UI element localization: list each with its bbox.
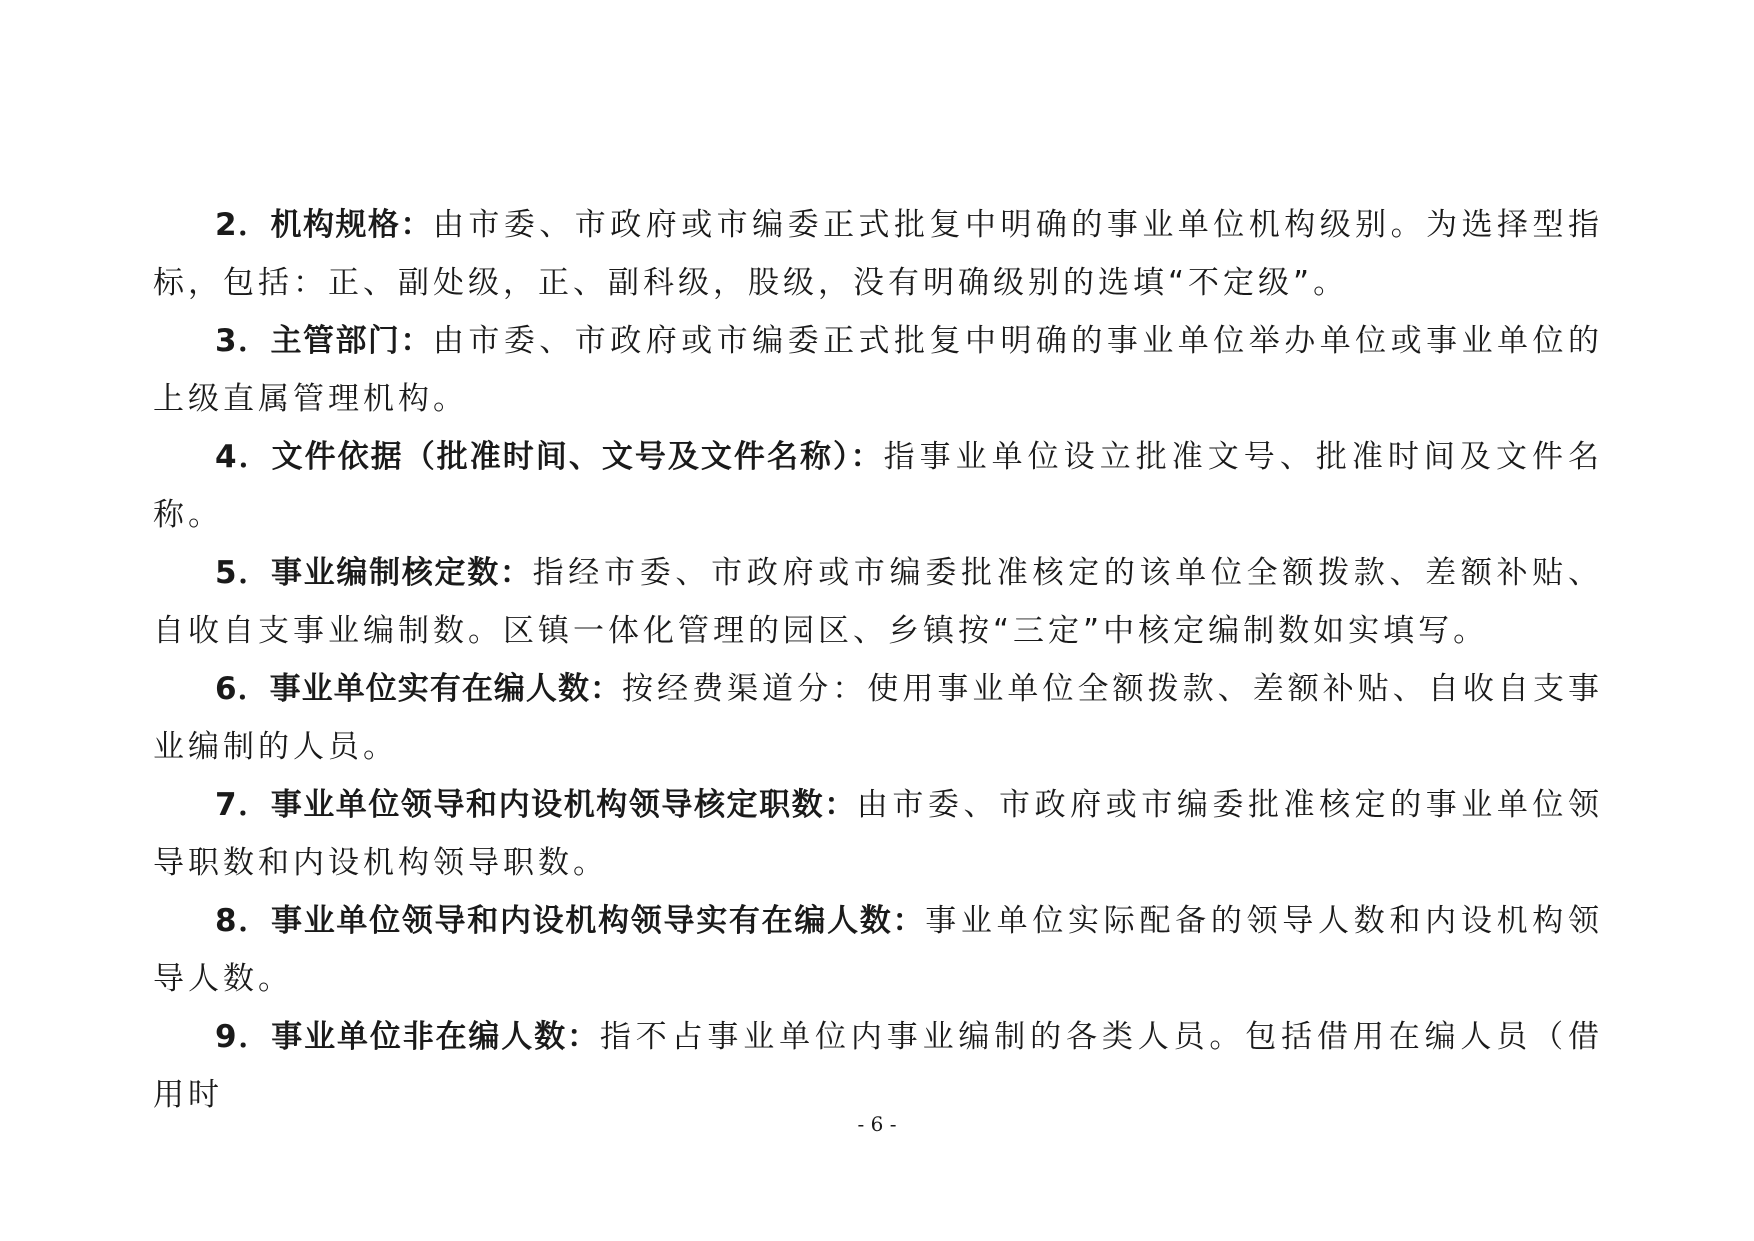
paragraph-heading: 5．事业编制核定数： — [215, 555, 533, 591]
paragraph-heading: 4．文件依据（批准时间、文号及文件名称）： — [215, 439, 884, 475]
page-number: - 6 - — [857, 1112, 897, 1136]
paragraph-approved-staffing — [153, 544, 1603, 660]
paragraph-leader-posts-approved — [153, 776, 1603, 892]
paragraph-heading: 6．事业单位实有在编人数： — [215, 671, 623, 707]
paragraph-actual-staff — [153, 660, 1603, 776]
paragraph-supervising-dept — [153, 312, 1603, 428]
paragraph-text: 指不占事业单位内事业编制的各类人员。包括借用在编人员（借用时 — [153, 1019, 1603, 1113]
paragraph-heading: 3．主管部门： — [215, 323, 433, 359]
paragraph-text: 由市委、市政府或市编委正式批复中明确的事业单位机构级别。为选择型指标，包括：正、副处级，正、副科级，股级，没有明确级别的选填“不定级”。 — [153, 207, 1604, 301]
paragraph-text: 由市委、市政府或市编委批准核定的事业单位领导职数和内设机构领导职数。 — [153, 787, 1603, 881]
paragraph-text: 事业单位实际配备的领导人数和内设机构领导人数。 — [153, 903, 1603, 997]
paragraph-text: 指经市委、市政府或市编委批准核定的该单位全额拨款、差额补贴、自收自支事业编制数。区镇一体化管理的园区、乡镇按“三定”中核定编制数如实填写。 — [153, 555, 1603, 649]
paragraph-text: 按经费渠道分：使用事业单位全额拨款、差额补贴、自收自支事业编制的人员。 — [153, 671, 1603, 765]
paragraph-org-level — [153, 196, 1603, 312]
paragraph-text: 指事业单位设立批准文号、批准时间及文件名称。 — [153, 439, 1603, 533]
paragraph-leader-posts-actual — [153, 892, 1603, 1008]
paragraph-non-staff — [153, 1008, 1603, 1124]
paragraph-text: 由市委、市政府或市编委正式批复中明确的事业单位举办单位或事业单位的上级直属管理机构。 — [153, 323, 1604, 417]
paragraph-document-basis — [153, 428, 1603, 544]
paragraph-heading: 2．机构规格： — [215, 207, 433, 243]
paragraph-heading: 9．事业单位非在编人数： — [215, 1019, 600, 1055]
paragraph-heading: 7．事业单位领导和内设机构领导核定职数： — [215, 787, 857, 823]
document-body — [153, 196, 1603, 1124]
paragraph-heading: 8．事业单位领导和内设机构领导实有在编人数： — [215, 903, 926, 939]
